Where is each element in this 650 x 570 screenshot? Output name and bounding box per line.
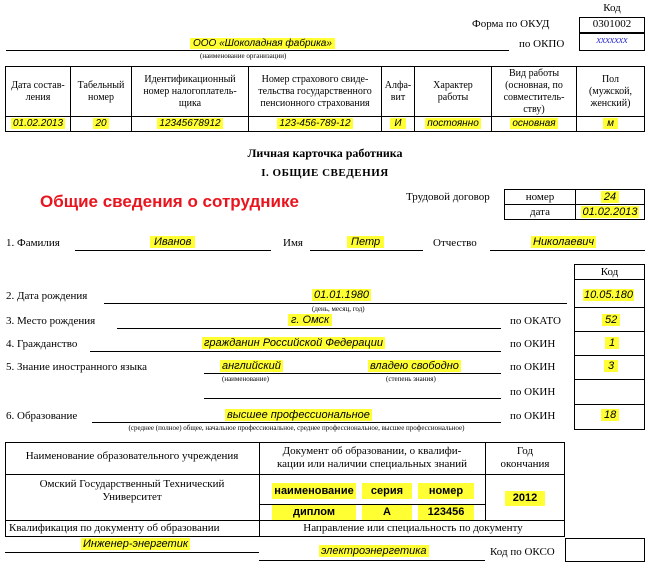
lang-label: 5. Знание иностранного языка bbox=[6, 361, 148, 373]
doc-name-label: наименование bbox=[272, 483, 356, 499]
okud-value: 0301002 bbox=[592, 18, 632, 30]
table-cell: 01.02.2013 bbox=[6, 117, 71, 132]
table-cell: м bbox=[577, 117, 645, 132]
name-value: Петр bbox=[347, 236, 384, 248]
citizenship-value: гражданин Российской Федерации bbox=[204, 337, 383, 349]
spec-label: Направление или специальность по документу bbox=[303, 522, 523, 534]
contract-number-cell: 24 bbox=[576, 190, 645, 205]
okin-label: по ОКИН bbox=[510, 361, 556, 373]
birthdate-value: 01.01.1980 bbox=[314, 289, 370, 301]
kod-header: Код bbox=[603, 2, 621, 14]
education-table bbox=[5, 442, 645, 566]
birthdate-label: 2. Дата рождения bbox=[6, 290, 88, 302]
patronymic-line bbox=[490, 250, 645, 251]
surname-label: 1. Фамилия bbox=[6, 237, 60, 249]
col-header: Идентификационный номер налогоплатель- щика bbox=[132, 67, 249, 117]
citizenship-label: 4. Гражданство bbox=[6, 338, 78, 350]
col-header: Вид работы (основная, по совместитель- ству) bbox=[492, 67, 577, 117]
lang-value: английский bbox=[222, 360, 281, 372]
citizenship-line bbox=[90, 351, 501, 352]
birthdate-caption: (день, месяц, год) bbox=[312, 305, 365, 313]
blank-line bbox=[204, 398, 501, 399]
col-header: Номер страхового свиде- тельства государственного пенсионного страхования bbox=[249, 67, 382, 117]
code-divider bbox=[574, 355, 645, 356]
col-header: Пол (мужской, женский) bbox=[577, 67, 645, 117]
education-line bbox=[92, 422, 501, 423]
okin-label: по ОКИН bbox=[510, 386, 556, 398]
lang-level-value: владею свободно bbox=[370, 360, 459, 372]
contract-date-cell: 01.02.2013 bbox=[576, 205, 645, 220]
surname-value: Иванов bbox=[150, 236, 195, 248]
birthdate-line bbox=[104, 303, 567, 304]
contract-table bbox=[504, 189, 645, 220]
okato-label: по ОКАТО bbox=[510, 315, 561, 327]
okpo-code-box bbox=[579, 33, 645, 51]
table-cell: И bbox=[382, 117, 415, 132]
citizenship-code: 1 bbox=[605, 337, 619, 349]
edu-col1-header: Наименование образовательного учреждения bbox=[25, 450, 239, 462]
birthdate-code: 10.05.180 bbox=[584, 289, 633, 301]
code-divider bbox=[574, 404, 645, 405]
education-value: высшее профессиональное bbox=[227, 409, 370, 421]
col-header: Дата состав- ления bbox=[6, 67, 71, 117]
edu-divider bbox=[259, 442, 260, 521]
code-divider bbox=[574, 307, 645, 308]
contract-number-label: номер bbox=[505, 190, 576, 205]
table-cell: 123-456-789-12 bbox=[249, 117, 382, 132]
org-line bbox=[6, 50, 509, 51]
birthplace-value: г. Омск bbox=[288, 314, 332, 326]
org-name: ООО «Шоколадная фабрика» bbox=[190, 38, 335, 49]
document-title: Личная карточка работника bbox=[247, 146, 403, 160]
surname-line bbox=[75, 250, 271, 251]
kod2-header: Код bbox=[574, 264, 645, 280]
okpo-label: по ОКПО bbox=[519, 38, 565, 50]
section-title: I. ОБЩИЕ СВЕДЕНИЯ bbox=[261, 167, 389, 179]
col-header: Характер работы bbox=[415, 67, 492, 117]
table-cell: постоянно bbox=[415, 117, 492, 132]
col-header: Алфа- вит bbox=[382, 67, 415, 117]
qual-label: Квалификация по документу об образовании bbox=[9, 522, 220, 534]
education-caption: (среднее (полное) общее, начальное профессиональное, среднее профессиональное, высшее профессиональное) bbox=[128, 424, 465, 432]
qual-value: Инженер-энергетик bbox=[83, 538, 189, 550]
doc-name-value: диплом bbox=[272, 505, 356, 520]
col-header: Табельный номер bbox=[71, 67, 132, 117]
edu-divider bbox=[5, 520, 6, 536]
okato-code: 52 bbox=[602, 314, 620, 326]
okpo-value: xxxxxxx bbox=[596, 35, 628, 46]
doc-series-value: А bbox=[362, 505, 412, 520]
okso-label: Код по ОКСО bbox=[490, 546, 555, 558]
org-caption: (наименование организации) bbox=[200, 52, 287, 60]
table-cell: основная bbox=[492, 117, 577, 132]
doc-series-label: серия bbox=[362, 483, 412, 499]
institution-name: Омский Государственный Технический Университет bbox=[39, 478, 225, 503]
edu-divider bbox=[5, 536, 565, 537]
contract-date-label: дата bbox=[505, 205, 576, 220]
okud-code-box bbox=[579, 17, 645, 33]
patronymic-label: Отчество bbox=[433, 237, 477, 249]
birthplace-label: 3. Место рождения bbox=[6, 315, 96, 327]
edu-divider bbox=[5, 474, 565, 475]
okso-code-box bbox=[565, 538, 645, 562]
employee-codes-table bbox=[5, 66, 645, 132]
graduation-year: 2012 bbox=[505, 491, 545, 506]
spec-line bbox=[259, 560, 485, 561]
edu-divider bbox=[5, 520, 565, 521]
code-divider bbox=[574, 379, 645, 380]
edu-divider bbox=[564, 520, 565, 536]
edu-col3-header: Год окончания bbox=[500, 445, 550, 470]
table-cell: 12345678912 bbox=[132, 117, 249, 132]
edu-col2-header: Документ об образовании, о квалифи- кации или наличии специальных знаний bbox=[277, 445, 467, 470]
edu-divider bbox=[259, 520, 260, 536]
name-line bbox=[310, 250, 423, 251]
contract-label: Трудовой договор bbox=[406, 191, 490, 203]
birthplace-line bbox=[117, 328, 501, 329]
code-divider bbox=[574, 331, 645, 332]
table-cell: 20 bbox=[71, 117, 132, 132]
name-label: Имя bbox=[283, 237, 303, 249]
okud-label: Форма по ОКУД bbox=[472, 18, 550, 30]
patronymic-value: Николаевич bbox=[533, 236, 595, 248]
lang-line bbox=[204, 373, 501, 374]
qual-line bbox=[5, 552, 259, 553]
edu-divider bbox=[485, 442, 486, 521]
lang-code: 3 bbox=[604, 360, 618, 372]
education-label: 6. Образование bbox=[6, 410, 78, 422]
education-code: 18 bbox=[601, 409, 619, 421]
spec-value: электроэнергетика bbox=[321, 545, 427, 557]
annotation-label: Общие сведения о сотруднике bbox=[40, 192, 299, 211]
doc-number-value: 123456 bbox=[418, 505, 474, 520]
okin-label: по ОКИН bbox=[510, 410, 556, 422]
doc-number-label: номер bbox=[418, 483, 474, 499]
lang-level-caption: (степень знания) bbox=[386, 375, 436, 383]
lang-caption: (наименование) bbox=[222, 375, 269, 383]
okin-label: по ОКИН bbox=[510, 338, 556, 350]
